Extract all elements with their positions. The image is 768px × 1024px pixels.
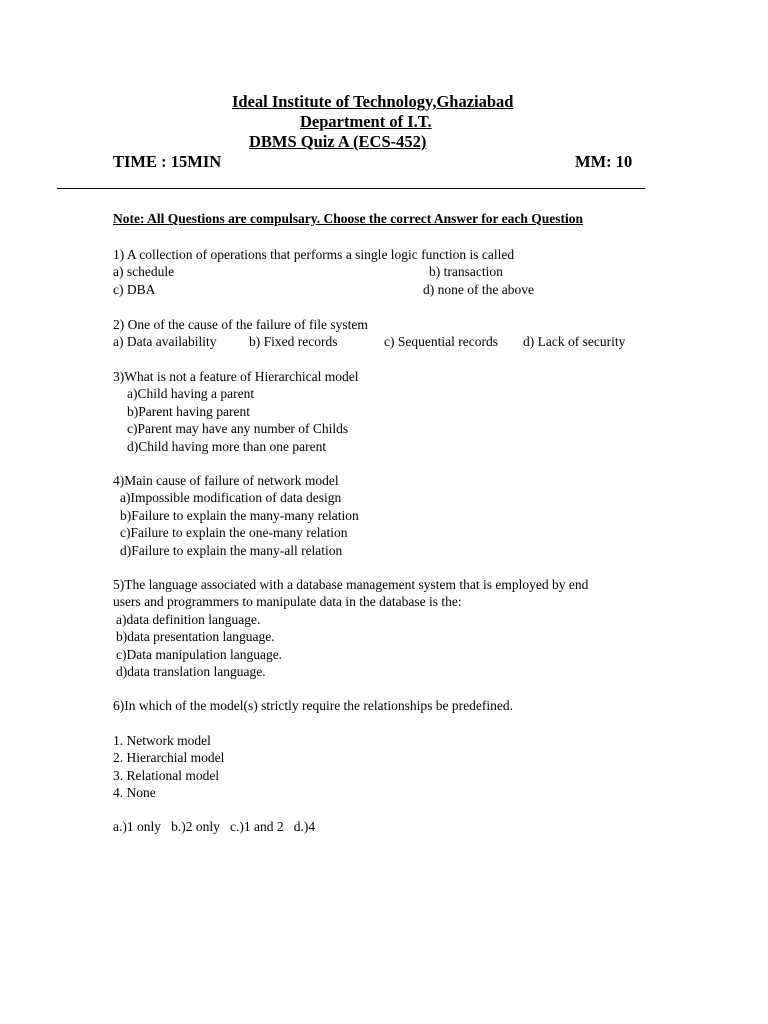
option-row <box>113 263 514 280</box>
option-b: b)Parent having parent <box>127 403 250 419</box>
question-5 <box>113 576 588 680</box>
option-row <box>113 333 626 350</box>
question-6 <box>113 697 513 714</box>
option-d: d)data translation language. <box>116 663 266 679</box>
question-1 <box>113 246 534 298</box>
department-title: Department of I.T. <box>300 112 432 131</box>
option-d: d) Lack of security <box>523 334 626 350</box>
option-a: a) Data availability <box>113 334 217 350</box>
question-4 <box>113 472 359 559</box>
model-list-item: 2. Hierarchial model <box>113 750 225 766</box>
model-list-item: 3. Relational model <box>113 767 220 783</box>
option-c: c)Data manipulation language. <box>116 646 283 662</box>
quiz-title: DBMS Quiz A (ECS-452) <box>249 132 427 151</box>
question-3 <box>113 368 359 455</box>
option-a: a)data definition language. <box>116 611 261 627</box>
model-list-item: 1. Network model <box>113 733 211 748</box>
option-d: d)Child having more than one parent <box>127 438 327 454</box>
question-3-text: 3)What is not a feature of Hierarchical model <box>113 369 359 384</box>
option-c: c)Parent may have any number of Childs <box>127 421 349 437</box>
option-a: a)Impossible modification of data design <box>120 490 342 506</box>
question-1-text: 1) A collection of operations that performs a single logic function is called <box>113 247 515 262</box>
option-d: d)Failure to explain the many-all relation <box>120 542 343 558</box>
question-6-options-text: a.)1 only b.)2 only c.)1 and 2 d.)4 <box>113 819 316 834</box>
header-divider <box>57 188 645 189</box>
question-5-text-line2: users and programmers to manipulate data in the database is the: <box>113 594 462 610</box>
model-list <box>113 732 224 802</box>
institute-title: Ideal Institute of Technology,Ghaziabad <box>232 92 514 111</box>
question-4-text: 4)Main cause of failure of network model <box>113 473 339 488</box>
instructions-note: Note: All Questions are compulsary. Choose the correct Answer for each Question <box>113 211 583 226</box>
option-c: c) DBA <box>113 281 156 297</box>
option-a: a)Child having a parent <box>127 386 255 402</box>
option-row <box>113 281 534 298</box>
question-2 <box>113 316 626 351</box>
option-c: c)Failure to explain the one-many relation <box>120 525 348 541</box>
option-a: a) schedule <box>113 264 175 280</box>
option-b: b) transaction <box>429 264 503 280</box>
option-b: b)data presentation language. <box>116 629 275 645</box>
max-marks-label: MM: 10 <box>575 152 633 171</box>
question-6-options <box>113 818 315 835</box>
option-b: b)Failure to explain the many-many relation <box>120 507 359 523</box>
option-d: d) none of the above <box>423 281 534 297</box>
time-label: TIME : 15MIN <box>113 152 222 171</box>
question-5-text-line1: 5)The language associated with a database management system that is employed by end <box>113 577 589 592</box>
question-2-text: 2) One of the cause of the failure of file system <box>113 317 368 332</box>
option-c: c) Sequential records <box>384 334 498 350</box>
model-list-item: 4. None <box>113 785 156 801</box>
option-b: b) Fixed records <box>249 334 338 350</box>
question-6-text: 6)In which of the model(s) strictly require the relationships be predefined. <box>113 698 513 713</box>
